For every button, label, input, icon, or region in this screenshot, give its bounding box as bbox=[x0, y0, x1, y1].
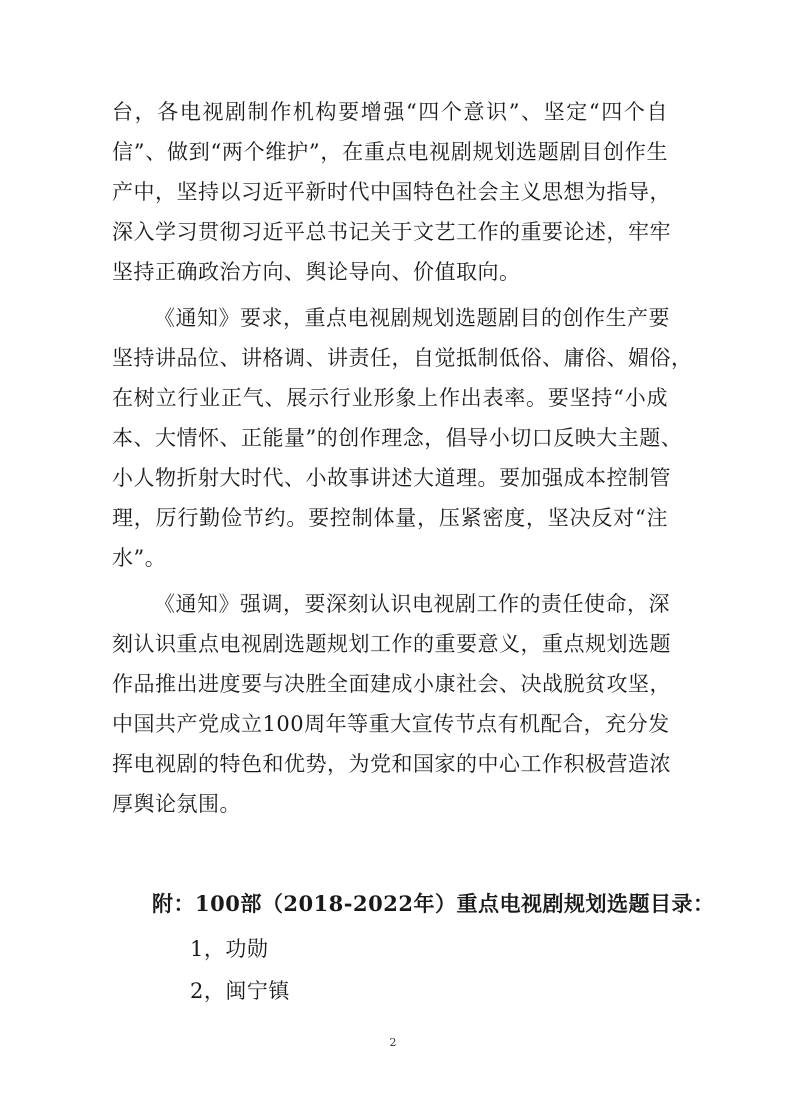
text-line: 厚舆论氛围。 bbox=[112, 792, 241, 816]
body-text bbox=[112, 92, 693, 824]
text-line: 在树立行业正气、展示行业形象上作出表率。要坚持“小成 bbox=[112, 386, 668, 410]
text-line: 小人物折射大时代、小故事讲述大道理。要加强成本控制管 bbox=[112, 466, 671, 490]
page-number: 2 bbox=[389, 1036, 397, 1049]
text-line: 坚持讲品位、讲格调、讲责任，自觉抵制低俗、庸俗、媚俗， bbox=[112, 346, 693, 370]
text-line: 本、大情怀、正能量”的创作理念，倡导小切口反映大主题、 bbox=[112, 426, 683, 450]
text-line: 水”。 bbox=[112, 546, 167, 570]
text-line: 《通知》要求，重点电视剧规划选题剧目的创作生产要 bbox=[154, 306, 670, 330]
text-line: 挥电视剧的特色和优势，为党和国家的中心工作积极营造浓 bbox=[112, 752, 671, 776]
text-line: 台，各电视剧制作机构要增强“四个意识”、坚定“四个自 bbox=[112, 100, 668, 124]
paragraph-2 bbox=[112, 298, 693, 578]
text-line: 坚持正确政治方向、舆论导向、价值取向。 bbox=[112, 260, 521, 284]
text-line: 深入学习贯彻习近平总书记关于文艺工作的重要论述，牢牢 bbox=[112, 220, 671, 244]
text-line: 产中，坚持以习近平新时代中国特色社会主义思想为指导， bbox=[112, 180, 671, 204]
appendix-list bbox=[190, 928, 290, 1012]
appendix-title: 附：100部（2018-2022年）重点电视剧规划选题目录： bbox=[152, 891, 715, 916]
text-line: 中国共产党成立100周年等重大宣传节点有机配合，充分发 bbox=[112, 712, 670, 736]
list-item: 2，闽宁镇 bbox=[190, 979, 290, 1003]
text-line: 刻认识重点电视剧选题规划工作的重要意义，重点规划选题 bbox=[112, 632, 671, 656]
list-item: 1，功勋 bbox=[190, 937, 269, 961]
paragraph-1 bbox=[112, 92, 671, 292]
text-line: 作品推出进度要与决胜全面建成小康社会、决战脱贫攻坚， bbox=[112, 672, 671, 696]
text-line: 信”、做到“两个维护”，在重点电视剧规划选题剧目创作生 bbox=[112, 140, 668, 164]
paragraph-3 bbox=[112, 584, 671, 824]
text-line: 《通知》强调，要深刻认识电视剧工作的责任使命，深 bbox=[154, 592, 670, 616]
text-line: 理，厉行勤俭节约。要控制体量，压紧密度，坚决反对“注 bbox=[112, 506, 668, 530]
